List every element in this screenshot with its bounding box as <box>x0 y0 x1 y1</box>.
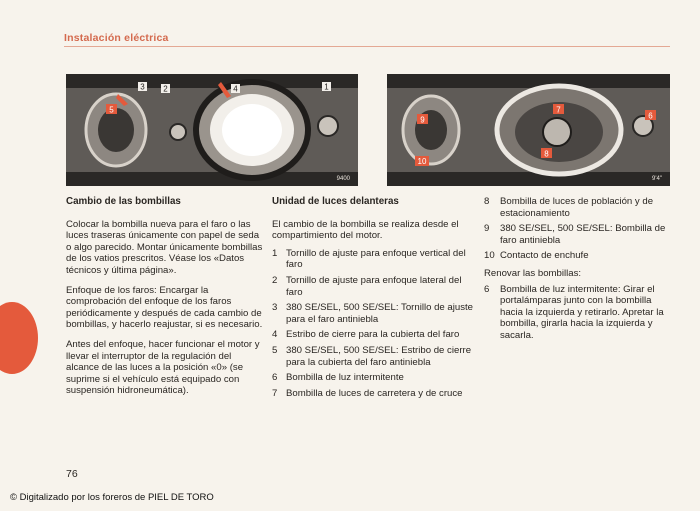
photo-code-right: 9'4" <box>652 176 662 182</box>
section-title-bulb-change: Cambio de las bombillas <box>66 196 181 207</box>
section-header: Instalación eléctrica <box>64 32 169 44</box>
list-item <box>272 329 476 341</box>
column-bulb-change <box>66 196 264 405</box>
callout-1: 1 <box>324 82 329 92</box>
list-item <box>272 388 476 400</box>
callout-7: 7 <box>556 105 561 115</box>
paragraph-headlight-alignment: Enfoque de los faros: Encargar la comprobación del enfoque de los faros periódicamente y después de cada cambio de bombillas, y hacerlo reajustar, si es necesario. <box>66 284 263 331</box>
paragraph-bulb-handling: Colocar la bombilla nueva para el faro o las luces traseras únicamente con papel de seda o algo parecido. Montar únicamente bombillas de los vatios prescritos. Véase los «Datos técnicos y última página». <box>66 218 263 276</box>
callout-8: 8 <box>544 149 549 159</box>
list-item <box>272 248 476 271</box>
renew-bulbs-title: Renovar las bombillas: <box>484 267 582 279</box>
paragraph-engine-compartment: El cambio de la bombilla se realiza desde el compartimiento del motor. <box>272 218 459 242</box>
item-number: 1 <box>272 247 278 259</box>
item-text: Contacto de enchufe <box>500 250 589 262</box>
item-text: Tornillo de ajuste para enfoque lateral del faro <box>286 274 462 298</box>
item-text: 380 SE/SEL, 500 SE/SEL: Estribo de cierre para la cubierta del faro antiniebla <box>286 344 472 368</box>
item-text: Bombilla de luz intermitente <box>286 372 404 384</box>
callout-2: 2 <box>163 84 168 94</box>
item-number: 5 <box>272 344 278 356</box>
column-legend-continued <box>484 196 674 346</box>
headlight-illustration-left <box>66 74 358 186</box>
section-title-front-light-unit: Unidad de luces delanteras <box>272 196 399 207</box>
list-item <box>272 275 476 298</box>
header-rule <box>64 46 670 47</box>
callout-10: 10 <box>417 157 427 166</box>
item-text: Estribo de cierre para la cubierta del faro <box>286 329 460 341</box>
item-number: 7 <box>272 387 278 399</box>
list-item <box>272 302 476 325</box>
headlight-photo-left <box>66 74 358 186</box>
headlight-illustration-right <box>387 74 670 186</box>
item-number: 4 <box>272 329 278 341</box>
footer-credit: © Digitalizado por los foreros de PIEL DE TORO <box>10 492 214 503</box>
item-text: Bombilla de luces de carretera y de cruce <box>286 387 463 399</box>
photo-code-left: 9400 <box>336 176 350 182</box>
list-item <box>484 284 674 342</box>
item-number: 2 <box>272 274 278 286</box>
list-item <box>272 345 476 368</box>
item-number: 6 <box>484 283 490 295</box>
headlight-photo-right <box>387 74 670 186</box>
item-number: 3 <box>272 302 278 314</box>
paragraph-before-alignment: Antes del enfoque, hacer funcionar el motor y llevar el interruptor de la regulación del alcance de las luces a la posición «0» (se suprime si el vehículo está equipado con suspensión hidroneumática). <box>66 338 260 397</box>
red-tab-marker <box>0 302 38 374</box>
item-text: Bombilla de luces de población y de estacionamiento <box>500 196 654 219</box>
column-front-light-unit <box>272 196 476 403</box>
item-text: 380 SE/SEL, 500 SE/SEL: Tornillo de ajuste para el faro antiniebla <box>286 302 474 325</box>
callout-5: 5 <box>109 105 114 115</box>
item-number: 6 <box>272 372 278 384</box>
item-text: Tornillo de ajuste para enfoque vertical del faro <box>286 247 466 271</box>
callout-4: 4 <box>233 84 238 94</box>
callout-9: 9 <box>420 115 425 125</box>
item-number: 8 <box>484 196 490 207</box>
item-number: 9 <box>484 223 490 235</box>
item-text: Bombilla de luz intermitente: Girar el portalámparas junto con la bombilla hacia la izquierda y retirarlo. Apretar la bombilla, girarla hacia la izquierda y sacarla. <box>500 283 664 341</box>
list-item <box>484 223 674 246</box>
list-item <box>484 196 674 219</box>
item-text: 380 SE/SEL, 500 SE/SEL: Bombilla de faro antiniebla <box>500 223 666 246</box>
page-number: 76 <box>66 468 78 480</box>
item-number: 10 <box>484 250 495 262</box>
callout-3: 3 <box>140 82 145 92</box>
list-item <box>272 372 476 384</box>
list-item <box>484 250 674 262</box>
callout-6: 6 <box>648 111 653 121</box>
